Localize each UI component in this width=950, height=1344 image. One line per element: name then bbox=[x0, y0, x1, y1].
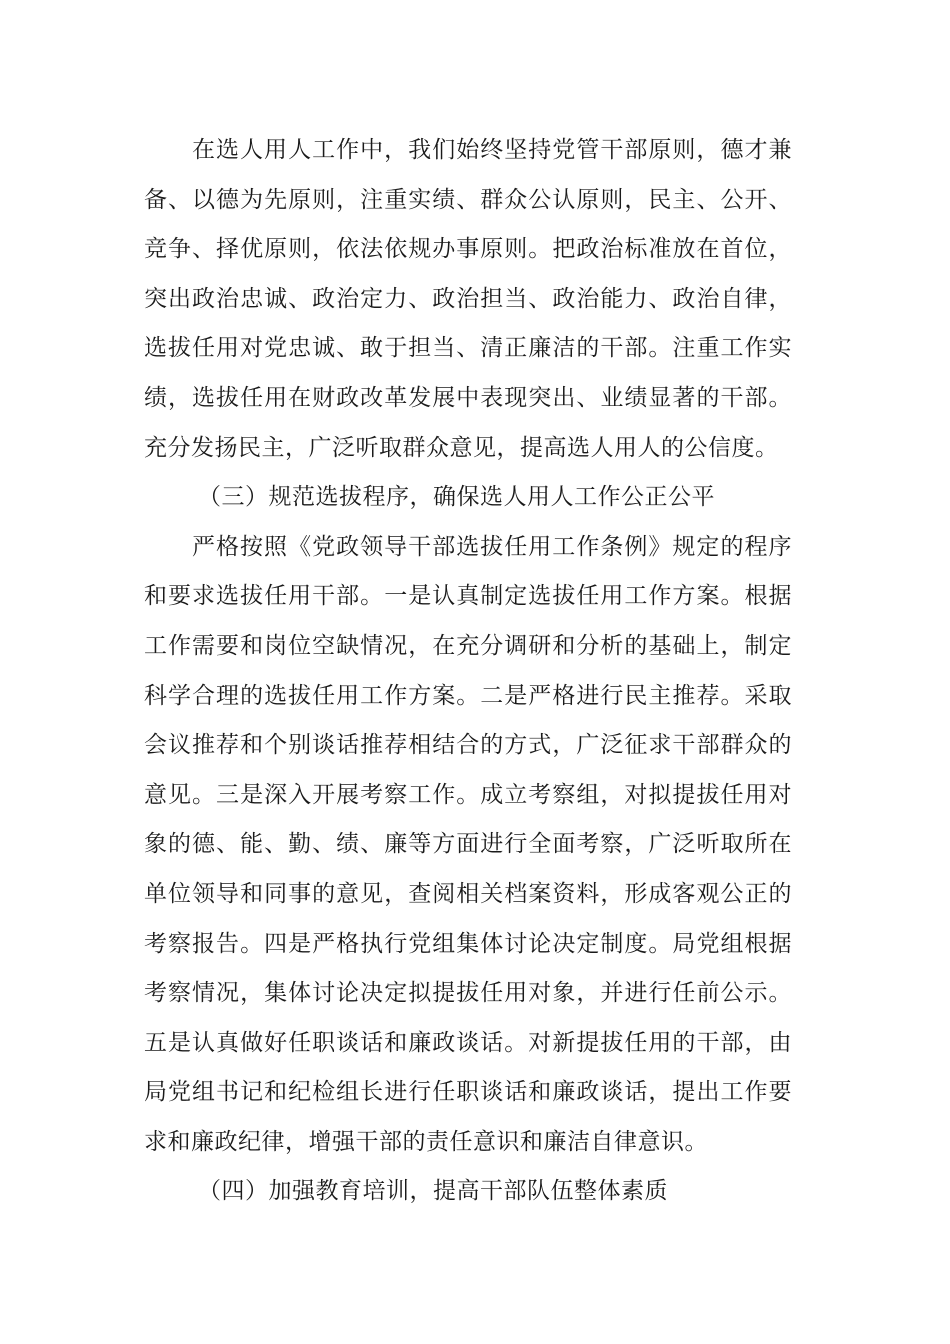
body-paragraph-selection-procedure: 严格按照《党政领导干部选拔任用工作条例》规定的程序和要求选拔任用干部。一是认真制定选拔任用工作方案。根据工作需要和岗位空缺情况，在充分调研和分析的基础上，制定科学合理的选拔任用工作方案。二是严格进行民主推荐。采取会议推荐和个别谈话推荐相结合的方式，广泛征求干部群众的意见。三是深入开展考察工作。成立考察组，对拟提拔任用对象的德、能、勤、绩、廉等方面进行全面考察，广泛听取所在单位领导和同事的意见，查阅相关档案资料，形成客观公正的考察报告。四是严格执行党组集体讨论决定制度。局党组根据考察情况，集体讨论决定拟提拔任用对象，并进行任前公示。五是认真做好任职谈话和廉政谈话。对新提拔任用的干部，由局党组书记和纪检组长进行任职谈话和廉政谈话，提出工作要求和廉政纪律，增强干部的责任意识和廉洁自律意识。 bbox=[144, 533, 792, 1155]
section-heading-4: （四）加强教育培训，提高干部队伍整体素质 bbox=[198, 1178, 668, 1205]
document-body bbox=[144, 126, 792, 1217]
section-heading-3: （三）规范选拔程序，确保选人用人工作公正公平 bbox=[198, 484, 715, 511]
body-paragraph-selection-principles: 在选人用人工作中，我们始终坚持党管干部原则，德才兼备、以德为先原则，注重实绩、群众公认原则，民主、公开、竞争、择优原则，依法依规办事原则。把政治标准放在首位，突出政治忠诚、政治定力、政治担当、政治能力、政治自律，选拔任用对党忠诚、敢于担当、清正廉洁的干部。注重工作实绩，选拔任用在财政改革发展中表现突出、业绩显著的干部。充分发扬民主，广泛听取群众意见，提高选人用人的公信度。 bbox=[144, 137, 792, 461]
